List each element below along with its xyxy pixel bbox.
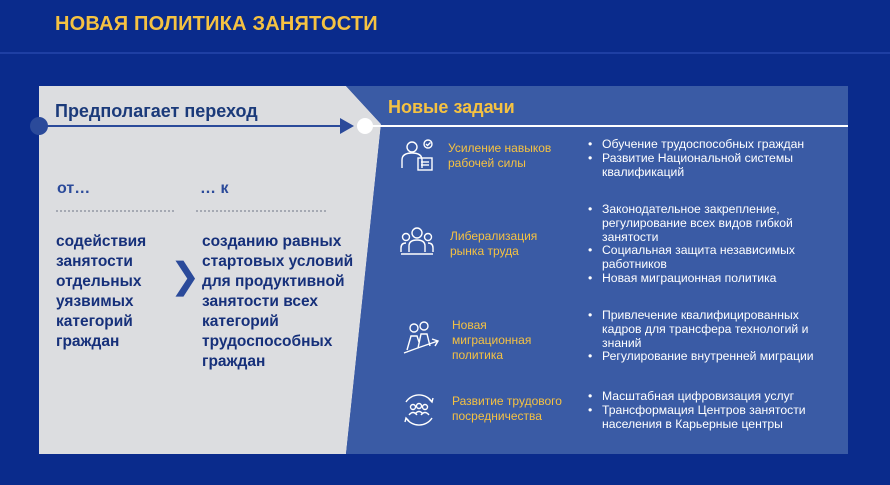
transition-arrow-line — [39, 125, 349, 127]
task-bullets — [588, 138, 838, 179]
left-heading: Предполагает переход — [55, 101, 258, 121]
bullet-item: • Социальная защита независимых работников — [588, 244, 850, 272]
right-heading: Новые задачи — [388, 97, 515, 117]
training-icon — [398, 138, 436, 174]
migration-icon — [402, 320, 440, 356]
header-bar — [0, 0, 890, 54]
to-label: … к — [200, 180, 229, 197]
start-dot-icon — [30, 117, 48, 135]
arrow-head-icon — [340, 118, 354, 134]
task-label: Усиление навыков рабочей силы — [448, 141, 552, 170]
mediation-icon — [400, 392, 438, 428]
bullet-item: • Регулирование внутренней миграции — [588, 350, 838, 364]
task-label: Либерализация рынка труда — [450, 229, 538, 258]
bullet-item: • Привлечение квалифицированных кадров для трансфера технологий и знаний — [588, 309, 838, 350]
task-bullets — [588, 390, 838, 431]
timeline-line — [364, 125, 848, 127]
task-bullets — [588, 203, 850, 286]
chevron-right-icon: ❯ — [170, 255, 201, 296]
from-text: содействия занятости отдельных уязвимых категорий граждан — [56, 233, 147, 350]
from-divider — [56, 210, 174, 212]
page-title: НОВАЯ ПОЛИТИКА ЗАНЯТОСТИ — [55, 13, 378, 35]
bullet-item: • Законодательное закрепление, регулирование всех видов гибкой занятости — [588, 203, 850, 244]
bullet-item: • Обучение трудоспособных граждан — [588, 138, 838, 152]
task-label: Новая миграционная политика — [452, 318, 532, 362]
to-text: созданию равных стартовых условий для продуктивной занятости всех категорий трудоспособных граждан — [202, 233, 354, 370]
bullet-item: • Масштабная цифровизация услуг — [588, 390, 838, 404]
bullet-item: • Трансформация Центров занятости населения в Карьерные центры — [588, 404, 838, 432]
task-label: Развитие трудового посредничества — [452, 394, 562, 423]
market-icon — [398, 224, 436, 260]
from-label: от… — [57, 180, 91, 197]
to-divider — [196, 210, 326, 212]
bullet-item: • Развитие Национальной системы квалификаций — [588, 152, 838, 180]
bullet-item: • Новая миграционная политика — [588, 272, 850, 286]
timeline-dot-icon — [357, 118, 373, 134]
task-bullets — [588, 309, 838, 364]
